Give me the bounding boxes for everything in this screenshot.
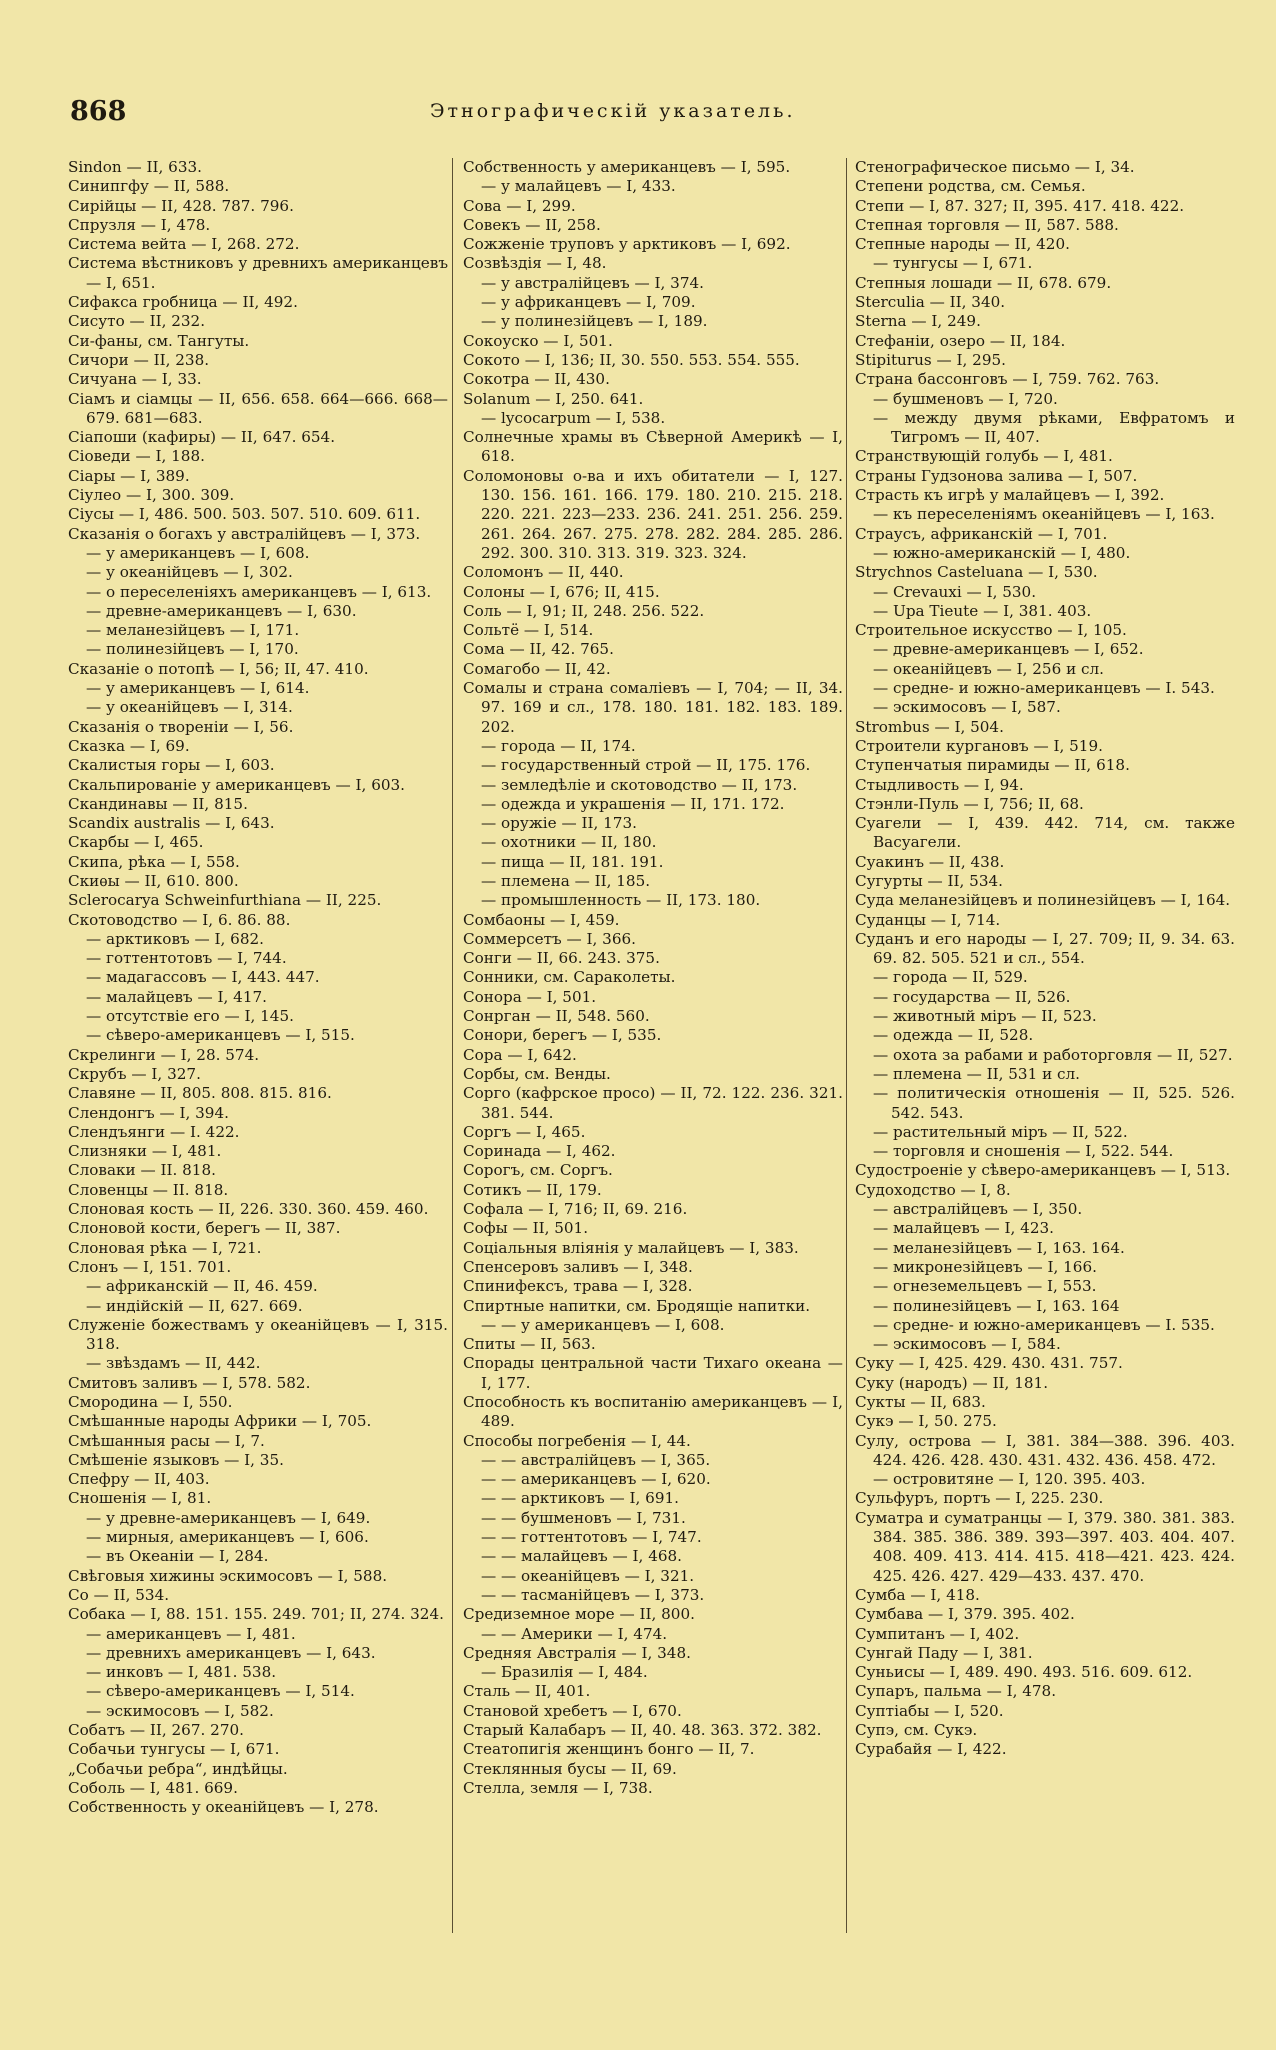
column-divider [452, 158, 453, 1933]
index-subentry: — lycocarpum — I, 538. [481, 408, 666, 427]
index-entry: Со — II, 534. [68, 1585, 170, 1604]
index-entry: Сонрган — II, 548. 560. [463, 1007, 650, 1026]
index-entry: Сунгай Паду — I, 381. [855, 1643, 1033, 1662]
index-entry: Сомалы и страна сомаліевъ — I, 704; — II, 34. 97. 169 и сл., 178. 180. 181. 182. 183. 189. 202. [463, 679, 843, 736]
index-entry: Слоновая рѣка — I, 721. [68, 1238, 262, 1257]
index-subentry: — государства — II, 526. [873, 987, 1071, 1006]
index-subentry: — Бразилія — I, 484. [481, 1663, 648, 1682]
index-subentry: — у малайцевъ — I, 433. [481, 177, 676, 196]
index-subentry: — эскимосовъ — I, 584. [873, 1335, 1061, 1354]
index-subentry: — меланезійцевъ — I, 171. [86, 621, 300, 640]
index-entry: Скипа, рѣка — I, 558. [68, 852, 240, 871]
index-entry: Сорго (кафрское просо) — II, 72. 122. 236. 321. 381. 544. [463, 1084, 843, 1122]
page-header [60, 96, 1220, 136]
index-entry: Средняя Австралія — I, 348. [463, 1643, 691, 1662]
index-subentry: — эскимосовъ — I, 582. [86, 1701, 274, 1720]
index-entry: Стелла, земля — I, 738. [463, 1778, 653, 1797]
index-subentry: — инковъ — I, 481. 538. [86, 1663, 277, 1682]
index-subentry: — пища — II, 181. 191. [481, 852, 664, 871]
index-entry: Стэнли-Пуль — I, 756; II, 68. [855, 794, 1084, 813]
index-entry: Суньисы — I, 489. 490. 493. 516. 609. 612. [855, 1663, 1193, 1682]
index-entry: Скотоводство — I, 6. 86. 88. [68, 910, 291, 929]
index-subentry: — промышленность — II, 173. 180. [481, 891, 761, 910]
index-entry: Синипгфу — II, 588. [68, 177, 230, 196]
index-entry: Сіоведи — I, 188. [68, 447, 205, 466]
index-column-2 [463, 158, 843, 1798]
index-subentry: — огнеземельцевъ — I, 553. [873, 1277, 1097, 1296]
index-entry: Соболь — I, 481. 669. [68, 1778, 238, 1797]
index-entry: Совекъ — II, 258. [463, 215, 601, 234]
index-subentry: — океанійцевъ — I, 256 и сл. [873, 659, 1105, 678]
index-entry: Сулу, острова — I, 381. 384—388. 396. 403. 424. 426. 428. 430. 431. 432. 436. 458. 472. [855, 1431, 1235, 1469]
index-subentry: — о переселеніяхъ американцевъ — I, 613. [86, 582, 432, 601]
index-entry: Сношенія — I, 81. [68, 1489, 212, 1508]
index-subentry: — тунгусы — I, 671. [873, 254, 1033, 273]
index-entry: Strombus — I, 504. [855, 717, 1004, 736]
index-entry: Сумпитанъ — I, 402. [855, 1624, 1020, 1643]
index-entry: Сорбы, см. Венды. [463, 1064, 611, 1083]
index-subentry: — сѣверо-американцевъ — I, 515. [86, 1026, 355, 1045]
index-subentry: — эскимосовъ — I, 587. [873, 698, 1061, 717]
index-subentry: — у полинезійцевъ — I, 189. [481, 312, 708, 331]
index-subentry: — оружіе — II, 173. [481, 814, 637, 833]
index-entry: Спефру — II, 403. [68, 1470, 210, 1489]
index-entry: Славяне — II, 805. 808. 815. 816. [68, 1084, 332, 1103]
index-subentry: — у австралійцевъ — I, 374. [481, 273, 704, 292]
index-subentry: — отсутствіе его — I, 145. [86, 1007, 294, 1026]
index-entry: Сказаніе о потопѣ — I, 56; II, 47. 410. [68, 659, 369, 678]
index-entry: Система вейта — I, 268. 272. [68, 235, 300, 254]
index-subentry: — готтентотовъ — I, 744. [86, 949, 287, 968]
index-entry: Соломонъ — II, 440. [463, 563, 624, 582]
index-entry: Свѣговыя хижины эскимосовъ — I, 588. [68, 1566, 388, 1585]
index-subentry: — одежда и украшенія — II, 171. 172. [481, 794, 785, 813]
index-subentry: — полинезійцевъ — I, 163. 164 [873, 1296, 1120, 1315]
index-subentry: — мадагассовъ — I, 443. 447. [86, 968, 320, 987]
index-entry: Сотикъ — II, 179. [463, 1180, 602, 1199]
index-entry: Сказанія о твореніи — I, 56. [68, 717, 294, 736]
index-entry: Сисуто — II, 232. [68, 312, 206, 331]
index-subentry: — южно-американскій — I, 480. [873, 543, 1131, 562]
index-entry: Сіулео — I, 300. 309. [68, 486, 235, 505]
index-entry: Система вѣстниковъ у древнихъ американцевъ — I, 651. [68, 254, 448, 292]
index-entry: Страны Гудзонова залива — I, 507. [855, 466, 1138, 485]
index-subentry: — у океанійцевъ — I, 314. [86, 698, 293, 717]
index-subentry: — мирныя, американцевъ — I, 606. [86, 1528, 369, 1547]
index-subentry: — — арктиковъ — I, 691. [481, 1489, 679, 1508]
index-subentry: — города — II, 174. [481, 736, 636, 755]
index-entry: Скарбы — I, 465. [68, 833, 204, 852]
index-subentry: — государственный строй — II, 175. 176. [481, 756, 811, 775]
index-subentry: — древне-американцевъ — I, 652. [873, 640, 1144, 659]
page-number: 868 [70, 96, 127, 127]
index-entry: Словаки — II. 818. [68, 1161, 216, 1180]
index-entry: Страсть къ игрѣ у малайцевъ — I, 392. [855, 486, 1165, 505]
index-entry: Страна бассонговъ — I, 759. 762. 763. [855, 370, 1160, 389]
index-entry: Солоны — I, 676; II, 415. [463, 582, 660, 601]
index-entry: Спинифексъ, трава — I, 328. [463, 1277, 693, 1296]
index-entry: Сульфуръ, портъ — I, 225. 230. [855, 1489, 1104, 1508]
index-subentry: — арктиковъ — I, 682. [86, 929, 264, 948]
index-entry: Смородина — I, 550. [68, 1393, 233, 1411]
index-entry: Соммерсетъ — I, 366. [463, 929, 636, 948]
index-entry: Степная торговля — II, 587. 588. [855, 215, 1119, 234]
index-entry: Сомбаоны — I, 459. [463, 910, 620, 929]
index-subentry: — — бушменовъ — I, 731. [481, 1508, 686, 1527]
index-entry: Суакинъ — II, 438. [855, 852, 1005, 871]
index-entry: Скрелинги — I, 28. 574. [68, 1045, 260, 1064]
index-entry: Степени родства, см. Семья. [855, 177, 1086, 196]
index-entry: Слоновая кость — II, 226. 330. 360. 459. 460. [68, 1200, 429, 1219]
index-entry: Сукэ — I, 50. 275. [855, 1412, 997, 1431]
index-entry: Сіамъ и сіамцы — II, 656. 658. 664—666. 668—679. 681—683. [68, 389, 448, 427]
index-subentry: — африканскій — II, 46. 459. [86, 1277, 318, 1296]
index-column-3 [855, 158, 1235, 1760]
index-subentry: — звѣздамъ — II, 442. [86, 1354, 261, 1373]
index-entry: Спиртные напитки, см. Бродящіе напитки. [463, 1296, 811, 1315]
index-subentry: — въ Океаніи — I, 284. [86, 1547, 269, 1566]
index-subentry: — Crevauxi — I, 530. [873, 582, 1037, 601]
index-entry: Супэ, см. Сукэ. [855, 1721, 978, 1740]
index-entry: Сказка — I, 69. [68, 736, 190, 755]
index-entry: Сонги — II, 66. 243. 375. [463, 949, 660, 968]
index-subentry: — — у американцевъ — I, 608. [481, 1315, 725, 1334]
index-subentry: — средне- и южно-американцевъ — I. 535. [873, 1315, 1215, 1334]
index-entry: Судостроеніе у сѣверо-американцевъ — I, 513. [855, 1161, 1231, 1180]
index-entry: Strychnos Casteluana — I, 530. [855, 563, 1098, 582]
index-entry: Способность къ воспитанію американцевъ — I, 489. [463, 1393, 843, 1431]
index-entry: Сокото — I, 136; II, 30. 550. 553. 554. 555. [463, 350, 800, 369]
index-entry: Сомагобо — II, 42. [463, 659, 611, 678]
index-subentry: — охотники — II, 180. [481, 833, 657, 852]
index-entry: Сокотра — II, 430. [463, 370, 610, 389]
index-entry: Сичуана — I, 33. [68, 370, 202, 389]
index-entry: Смѣшеніе языковъ — I, 35. [68, 1450, 284, 1469]
index-entry: Строительное искусство — I, 105. [855, 621, 1127, 640]
index-subentry: — племена — II, 531 и сл. [873, 1064, 1080, 1083]
index-subentry: — индійскій — II, 627. 669. [86, 1296, 303, 1315]
index-entry: Сугурты — II, 534. [855, 871, 1003, 890]
index-subentry: — микронезійцевъ — I, 166. [873, 1257, 1097, 1276]
index-entry: Скалистыя горы — I, 603. [68, 756, 275, 775]
index-subentry: — малайцевъ — I, 417. [86, 987, 267, 1006]
index-entry: Степныя лошади — II, 678. 679. [855, 273, 1112, 292]
index-entry: Стефаніи, озеро — II, 184. [855, 331, 1066, 350]
index-subentry: — древнихъ американцевъ — I, 643. [86, 1643, 376, 1662]
index-entry: Смѣшанные народы Африки — I, 705. [68, 1412, 372, 1431]
index-entry: Стыдливость — I, 94. [855, 775, 1024, 794]
index-entry: Solanum — I, 250. 641. [463, 389, 644, 408]
index-entry: Суда меланезійцевъ и полинезійцевъ — I, 164. [855, 891, 1231, 910]
index-subentry: — у американцевъ — I, 608. [86, 543, 310, 562]
index-subentry: — между двумя рѣками, Евфратомъ и Тигромъ — II, 407. [873, 408, 1235, 447]
index-subentry: — у африканцевъ — I, 709. [481, 293, 696, 312]
index-entry: Суку — I, 425. 429. 430. 431. 757. [855, 1354, 1123, 1373]
index-entry: Сова — I, 299. [463, 196, 576, 215]
index-entry: Сталь — II, 401. [463, 1682, 591, 1701]
column-divider [846, 158, 847, 1933]
index-subentry: — племена — II, 185. [481, 871, 651, 890]
index-entry: Сонора — I, 501. [463, 987, 597, 1006]
index-entry: Сома — II, 42. 765. [463, 640, 614, 659]
index-subentry: — меланезійцевъ — I, 163. 164. [873, 1238, 1125, 1257]
index-entry: Сурабайя — I, 422. [855, 1740, 1007, 1759]
index-entry: Сукты — II, 683. [855, 1393, 986, 1411]
index-subentry: — охота за рабами и работорговля — II, 527. [873, 1045, 1233, 1064]
index-entry: Софала — I, 716; II, 69. 216. [463, 1200, 688, 1219]
index-entry: Спорады центральной части Тихаго океана — I, 177. [463, 1354, 843, 1392]
index-entry: Служеніе божествамъ у океанійцевъ — I, 315. 318. [68, 1315, 448, 1354]
index-subentry: — средне- и южно-американцевъ — I. 543. [873, 679, 1215, 698]
index-entry: Сіары — I, 389. [68, 466, 190, 485]
index-entry: Старый Калабаръ — II, 40. 48. 363. 372. 382. [463, 1721, 822, 1740]
index-entry: Солнечные храмы въ Сѣверной Америкѣ — I, 618. [463, 428, 843, 466]
index-subentry: — города — II, 529. [873, 968, 1028, 987]
index-entry: Скиѳы — II, 610. 800. [68, 871, 239, 890]
index-entry: Собатъ — II, 267. 270. [68, 1721, 244, 1740]
index-entry: Собственность у американцевъ — I, 595. [463, 158, 791, 176]
index-entry: Степные народы — II, 420. [855, 235, 1070, 254]
index-entry: Сказанія о богахъ у австралійцевъ — I, 373. [68, 524, 421, 543]
index-entry: Судоходство — I, 8. [855, 1180, 1011, 1199]
index-subentry: — у древне-американцевъ — I, 649. [86, 1508, 371, 1527]
index-entry: Соломоновы о-ва и ихъ обитатели — I, 127. 130. 156. 161. 166. 179. 180. 210. 215. 218. 220. 221. 223—233. 236. 241. 251. 256. 259. 261. 264. 267. 275. 278. 282. 284. 285. 286. 292. 300. 310. 313. 319. 323. 324. [463, 466, 843, 562]
index-subentry: — одежда — II, 528. [873, 1026, 1034, 1045]
index-entry: Сифакса гробница — II, 492. [68, 293, 298, 312]
index-entry: Спенсеровъ заливъ — I, 348. [463, 1257, 693, 1276]
index-entry: Степи — I, 87. 327; II, 395. 417. 418. 422. [855, 196, 1185, 215]
index-entry: Суданъ и его народы — I, 27. 709; II, 9. 34. 63. 69. 82. 505. 521 и сл., 554. [855, 929, 1235, 968]
index-entry: Scandix australis — I, 643. [68, 814, 275, 833]
index-entry: Соргъ — I, 465. [463, 1122, 586, 1141]
index-entry: Суагели — I, 439. 442. 714, см. также Васуагели. [855, 814, 1235, 852]
index-subentry: — — океанійцевъ — I, 321. [481, 1566, 695, 1585]
index-entry: Смитовъ заливъ — I, 578. 582. [68, 1373, 311, 1392]
index-entry: Средиземное море — II, 800. [463, 1605, 695, 1624]
index-subentry: — земледѣліе и скотоводство — II, 173. [481, 775, 798, 794]
index-entry: Сорогъ, см. Соргъ. [463, 1161, 613, 1180]
index-entry: Собственность у океанійцевъ — I, 278. [68, 1798, 379, 1817]
index-entry: Сора — I, 642. [463, 1045, 577, 1064]
index-entry: Сичори — II, 238. [68, 350, 210, 369]
index-entry: Соринада — I, 462. [463, 1142, 616, 1161]
index-entry: Сольтё — I, 514. [463, 621, 594, 640]
index-subentry: — къ переселеніямъ океанійцевъ — I, 163. [873, 505, 1215, 524]
index-entry: Сіусы — I, 486. 500. 503. 507. 510. 609. 611. [68, 505, 421, 524]
index-entry: Sclerocarya Schweinfurthiana — II, 225. [68, 891, 382, 910]
index-entry: „Собачьи ребра“, индѣйцы. [68, 1759, 288, 1778]
index-column-1 [68, 158, 448, 1818]
index-entry: Спиты — II, 563. [463, 1335, 596, 1354]
index-entry: Си-фаны, см. Тангуты. [68, 331, 250, 350]
index-subentry: — торговля и сношенія — I, 522. 544. [873, 1142, 1174, 1161]
index-entry: Слизняки — I, 481. [68, 1142, 222, 1161]
index-entry: Sterculia — II, 340. [855, 293, 1006, 312]
index-entry: Скрубъ — I, 327. [68, 1064, 201, 1083]
index-subentry: — — американцевъ — I, 620. [481, 1470, 711, 1489]
index-entry: Способы погребенія — I, 44. [463, 1431, 691, 1450]
index-entry: Суку (народъ) — II, 181. [855, 1373, 1049, 1392]
index-entry: Словенцы — II. 818. [68, 1180, 229, 1199]
index-subentry: — животный міръ — II, 523. [873, 1007, 1097, 1026]
index-entry: Слоновой кости, берегъ — II, 387. [68, 1219, 341, 1238]
index-entry: Стенографическое письмо — I, 34. [855, 158, 1135, 176]
index-entry: Страусъ, африканскій — I, 701. [855, 524, 1108, 543]
index-entry: Софы — II, 501. [463, 1219, 589, 1238]
index-entry: Супаръ, пальма — I, 478. [855, 1682, 1057, 1701]
index-entry: Суматра и суматранцы — I, 379. 380. 381. 383. 384. 385. 386. 389. 393—397. 403. 404. 407. 408. 409. 413. 414. 415. 418—421. 423. 424. 425. 426. 427. 429—433. 437. 470. [855, 1508, 1235, 1585]
index-entry: Скандинавы — II, 815. [68, 794, 248, 813]
index-subentry: — американцевъ — I, 481. [86, 1624, 296, 1643]
index-subentry: — сѣверо-американцевъ — I, 514. [86, 1682, 355, 1701]
index-entry: Собака — I, 88. 151. 155. 249. 701; II, 274. 324. [68, 1605, 444, 1624]
index-subentry: — у американцевъ — I, 614. [86, 679, 310, 698]
index-entry: Сумбава — I, 379. 395. 402. [855, 1605, 1075, 1624]
index-entry: Соль — I, 91; II, 248. 256. 522. [463, 601, 705, 620]
index-entry: Смѣшанныя расы — I, 7. [68, 1431, 265, 1450]
index-entry: Слендонгъ — I, 394. [68, 1103, 229, 1122]
index-entry: Соціальныя вліянія у малайцевъ — I, 383. [463, 1238, 799, 1257]
index-subentry: — малайцевъ — I, 423. [873, 1219, 1054, 1238]
index-entry: Скальпированіе у американцевъ — I, 603. [68, 775, 406, 794]
index-subentry: — полинезійцевъ — I, 170. [86, 640, 299, 659]
index-entry: Стеатопигія женщинъ бонго — II, 7. [463, 1740, 755, 1759]
index-entry: Слендъянги — I. 422. [68, 1122, 240, 1141]
index-entry: Stipiturus — I, 295. [855, 350, 1006, 369]
index-entry: Странствующій голубь — I, 481. [855, 447, 1113, 466]
index-subentry: — — готтентотовъ — I, 747. [481, 1528, 702, 1547]
index-subentry: — древне-американцевъ — I, 630. [86, 601, 357, 620]
index-entry: Суданцы — I, 714. [855, 910, 1001, 929]
index-subentry: — островитяне — I, 120. 395. 403. [873, 1470, 1146, 1489]
index-entry: Созвѣздія — I, 48. [463, 254, 607, 273]
index-entry: Сирійцы — II, 428. 787. 796. [68, 196, 294, 215]
index-entry: Sterna — I, 249. [855, 312, 981, 331]
index-entry: Стеклянныя бусы — II, 69. [463, 1759, 677, 1778]
index-subentry: — австралійцевъ — I, 350. [873, 1200, 1083, 1219]
index-subentry: — бушменовъ — I, 720. [873, 389, 1058, 408]
index-entry: Спрузля — I, 478. [68, 215, 211, 234]
index-subentry: — — малайцевъ — I, 468. [481, 1547, 683, 1566]
index-entry: Суптіабы — I, 520. [855, 1701, 1004, 1720]
index-entry: Строители кургановъ — I, 519. [855, 736, 1103, 755]
running-title: Этнографическій указатель. [430, 100, 796, 122]
index-entry: Собачьи тунгусы — I, 671. [68, 1740, 280, 1759]
index-columns [68, 158, 1235, 2028]
index-entry: Сожженіе труповъ у арктиковъ — I, 692. [463, 235, 791, 254]
index-entry: Sindon — II, 633. [68, 158, 203, 176]
index-entry: Сонори, берегъ — I, 535. [463, 1026, 662, 1045]
index-entry: Сіапоши (кафиры) — II, 647. 654. [68, 428, 336, 447]
index-entry: Сокоуско — I, 501. [463, 331, 613, 350]
index-entry: Сонники, см. Сараколеты. [463, 968, 676, 987]
index-entry: Сумба — I, 418. [855, 1585, 980, 1604]
index-subentry: — у океанійцевъ — I, 302. [86, 563, 293, 582]
index-subentry: — — тасманійцевъ — I, 373. [481, 1585, 705, 1604]
index-entry: Ступенчатыя пирамиды — II, 618. [855, 756, 1130, 775]
index-subentry: — растительный міръ — II, 522. [873, 1122, 1128, 1141]
index-subentry: — — австралійцевъ — I, 365. [481, 1450, 711, 1469]
index-subentry: — Upa Tieute — I, 381. 403. [873, 601, 1092, 620]
index-subentry: — — Америки — I, 474. [481, 1624, 668, 1643]
index-subentry: — политическія отношенія — II, 525. 526. 542. 543. [873, 1084, 1235, 1122]
index-entry: Становой хребетъ — I, 670. [463, 1701, 682, 1720]
index-entry: Слонъ — I, 151. 701. [68, 1257, 232, 1276]
